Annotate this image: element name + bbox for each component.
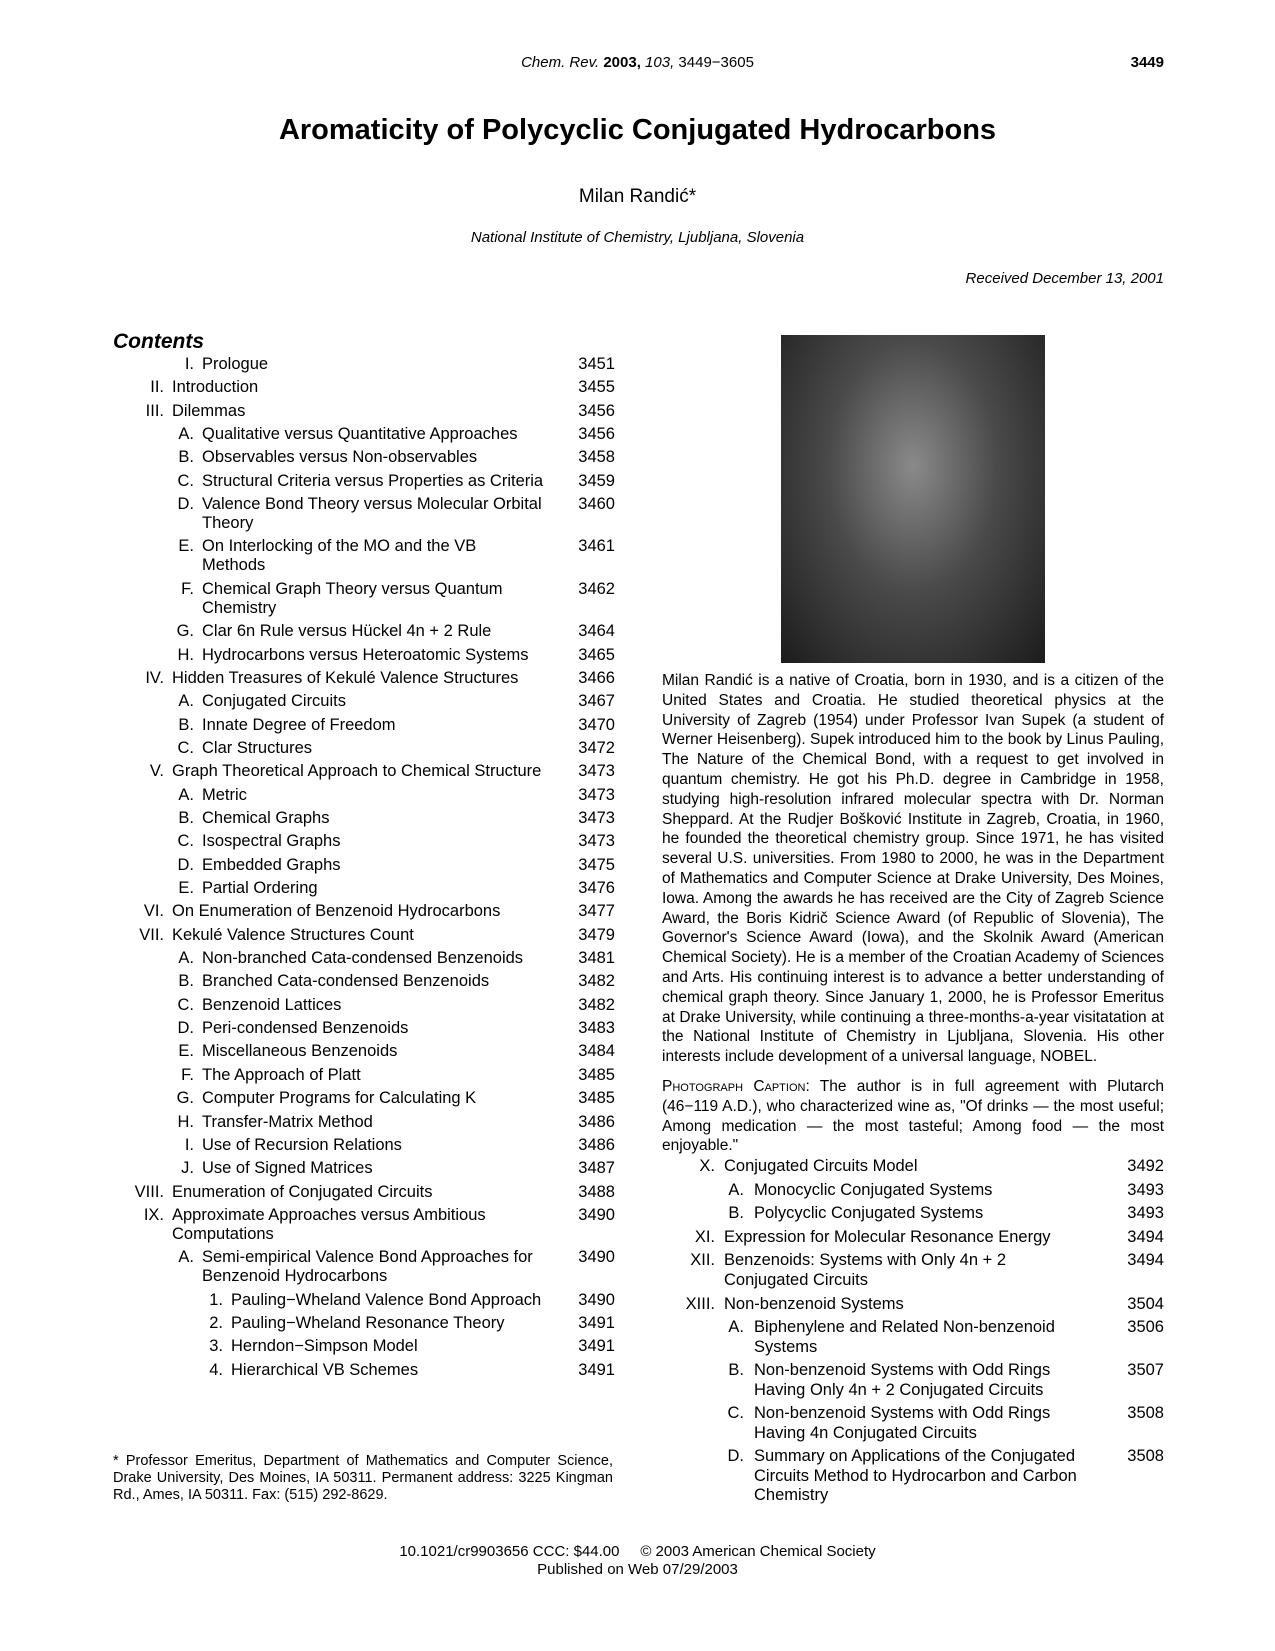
- toc-entry-page: 3491: [578, 1313, 615, 1332]
- toc-entry-title: Metric: [202, 785, 247, 804]
- toc-entry-title: Innate Degree of Freedom: [202, 715, 396, 734]
- article-title: Aromaticity of Polycyclic Conjugated Hydrocarbons: [278, 114, 997, 146]
- toc-entry-number: V.: [149, 762, 164, 781]
- toc-entry-number: B.: [728, 1361, 744, 1380]
- toc-entry-number: 4.: [209, 1360, 223, 1379]
- toc-entry-title: Conjugated Circuits: [202, 692, 346, 711]
- toc-entry-number: D.: [177, 855, 194, 874]
- toc-entry-page: 3485: [578, 1089, 615, 1108]
- toc-entry-number: E.: [178, 537, 194, 556]
- toc-entry-title: Chemical Graph Theory versus Quantum: [202, 579, 503, 598]
- toc-entry-number: A.: [728, 1180, 744, 1199]
- toc-entry-page: 3491: [578, 1337, 615, 1356]
- toc-entry-page: 3490: [578, 1248, 615, 1267]
- toc-entry-page: 3493: [1127, 1204, 1164, 1223]
- toc-entry-number: 2.: [209, 1313, 223, 1332]
- toc-entry-title: Hidden Treasures of Kekulé Valence Structures: [172, 668, 519, 687]
- toc-entry-title: Chemistry: [202, 598, 277, 617]
- journal-year: 2003,: [603, 54, 641, 71]
- toc-entry-title: Structural Criteria versus Properties as Criteria: [202, 471, 544, 490]
- toc-entry-number: A.: [178, 425, 194, 444]
- toc-entry-page: 3485: [578, 1065, 615, 1084]
- toc-entry-number: H.: [177, 1112, 194, 1131]
- toc-entry-number: III.: [145, 401, 164, 420]
- toc-entry-number: B.: [178, 715, 194, 734]
- toc-entry-title: Having 4n Conjugated Circuits: [754, 1423, 977, 1442]
- toc-entry-number: IX.: [143, 1205, 164, 1224]
- toc-entry-title: Circuits Method to Hydrocarbon and Carbon: [754, 1466, 1077, 1485]
- contents-heading: Contents: [113, 330, 204, 353]
- toc-entry-page: 3464: [578, 622, 615, 641]
- toc-entry-title: Chemistry: [754, 1486, 829, 1505]
- doi-copyright: 10.1021/cr9903656 CCC: $44.00 © 2003 American Chemical Society: [399, 1543, 876, 1560]
- toc-entry-page: 3486: [578, 1112, 615, 1131]
- toc-entry-page: 3481: [578, 949, 615, 968]
- toc-entry-title: Non-branched Cata-condensed Benzenoids: [202, 949, 524, 968]
- toc-entry-number: I.: [184, 1135, 194, 1154]
- toc-entry-title: Use of Signed Matrices: [202, 1159, 373, 1178]
- toc-entry-title: Introduction: [172, 378, 259, 397]
- toc-entry-title: Clar Structures: [202, 738, 313, 757]
- toc-entry-title: Hydrocarbons versus Heteroatomic Systems: [202, 645, 529, 664]
- journal-volume: 103,: [645, 54, 675, 71]
- toc-entry-page: 3476: [578, 879, 615, 897]
- toc-entry-title: Kekulé Valence Structures Count: [172, 925, 414, 944]
- author-name: Milan Randić*: [578, 186, 697, 207]
- toc-entry-page: 3493: [1127, 1180, 1164, 1199]
- toc-entry-page: 3473: [578, 785, 615, 804]
- publication-date: Published on Web 07/29/2003: [537, 1561, 738, 1578]
- toc-entry-page: 3458: [578, 448, 615, 467]
- toc-entry-number: XII.: [690, 1251, 715, 1270]
- toc-entry-title: Pauling−Wheland Resonance Theory: [231, 1313, 505, 1332]
- toc-entry-number: J.: [181, 1159, 194, 1178]
- toc-entry-number: B.: [728, 1204, 744, 1223]
- toc-entry-title: Non-benzenoid Systems: [724, 1294, 904, 1313]
- toc-entry-number: C.: [177, 471, 194, 490]
- toc-entry-number: E.: [178, 1042, 194, 1061]
- toc-entry-title: Systems: [754, 1337, 818, 1356]
- toc-entry-page: 3456: [578, 425, 615, 444]
- toc-entry-title: Prologue: [202, 355, 269, 373]
- toc-entry-page: 3490: [578, 1290, 615, 1309]
- toc-entry-title: Benzenoid Hydrocarbons: [202, 1267, 388, 1286]
- toc-right-column: [662, 1157, 1164, 1537]
- toc-entry-title: Partial Ordering: [202, 879, 318, 897]
- toc-entry-title: Pauling−Wheland Valence Bond Approach: [231, 1290, 542, 1309]
- toc-entry-title: The Approach of Platt: [202, 1065, 361, 1084]
- toc-entry-title: Clar 6n Rule versus Hückel 4n + 2 Rule: [202, 622, 492, 641]
- journal-citation: [0, 54, 1275, 71]
- toc-entry-page: 3473: [578, 762, 615, 781]
- toc-entry-title: On Interlocking of the MO and the VB: [202, 537, 477, 556]
- toc-entry-number: D.: [727, 1447, 744, 1466]
- toc-entry-number: H.: [177, 645, 194, 664]
- toc-entry-page: 3504: [1127, 1294, 1164, 1313]
- toc-entry-title: Polycyclic Conjugated Systems: [754, 1204, 984, 1223]
- toc-entry-page: 3507: [1127, 1361, 1164, 1380]
- page-number: 3449: [1130, 54, 1164, 71]
- toc-entry-number: IV.: [145, 668, 164, 687]
- toc-entry-number: VII.: [139, 925, 164, 944]
- caption-text: The author is in full agreement with Plutarch (46−119 A.D.), who characterized wine as, "Of drinks — the most useful; Among medication — the most tasteful; Among food — the most enjoyable.": [662, 1078, 1164, 1155]
- toc-entry-page: 3461: [578, 537, 615, 556]
- toc-left-column: [113, 355, 615, 1435]
- toc-entry-title: Having Only 4n + 2 Conjugated Circuits: [754, 1380, 1044, 1399]
- toc-entry-page: 3466: [578, 668, 615, 687]
- toc-entry-title: Valence Bond Theory versus Molecular Orbital: [202, 495, 542, 514]
- toc-entry-number: A.: [178, 785, 194, 804]
- toc-entry-page: 3477: [578, 902, 615, 921]
- toc-entry-number: D.: [177, 495, 194, 514]
- toc-entry-number: B.: [178, 808, 194, 827]
- toc-entry-page: 3470: [578, 715, 615, 734]
- toc-entry-title: Conjugated Circuits Model: [724, 1157, 918, 1175]
- author-footnote: * Professor Emeritus, Department of Mathematics and Computer Science, Drake University, Des Moines, IA 50311. Permanent address: 3225 Kingman Rd., Ames, IA 50311. Fax: (515) 292-8629.: [113, 1453, 613, 1503]
- toc-entry-page: 3506: [1127, 1318, 1164, 1337]
- toc-entry-title: Non-benzenoid Systems with Odd Rings: [754, 1404, 1051, 1423]
- toc-entry-title: Biphenylene and Related Non-benzenoid: [754, 1318, 1055, 1337]
- toc-entry-page: 3473: [578, 808, 615, 827]
- journal-pages: 3449−3605: [678, 54, 754, 71]
- toc-entry-title: Observables versus Non-observables: [202, 448, 478, 467]
- affiliation: National Institute of Chemistry, Ljubljana, Slovenia: [470, 229, 805, 246]
- journal-name: Chem. Rev.: [521, 54, 600, 71]
- toc-entry-title: Transfer-Matrix Method: [202, 1112, 373, 1131]
- toc-entry-title: Computer Programs for Calculating K: [202, 1089, 477, 1108]
- toc-entry-title: Monocyclic Conjugated Systems: [754, 1180, 993, 1199]
- toc-entry-title: Graph Theoretical Approach to Chemical Structure: [172, 762, 542, 781]
- toc-entry-number: E.: [178, 879, 194, 897]
- toc-entry-number: F.: [181, 579, 194, 598]
- toc-entry-title: Embedded Graphs: [202, 855, 341, 874]
- toc-entry-title: Semi-empirical Valence Bond Approaches for: [202, 1248, 533, 1267]
- toc-entry-title: Approximate Approaches versus Ambitious: [172, 1205, 486, 1224]
- toc-entry-page: 3508: [1127, 1447, 1164, 1466]
- toc-entry-page: 3465: [578, 645, 615, 664]
- toc-entry-number: 3.: [209, 1337, 223, 1356]
- toc-entry-page: 3456: [578, 401, 615, 420]
- toc-entry-title: Summary on Applications of the Conjugated: [754, 1447, 1076, 1466]
- toc-entry-number: II.: [150, 378, 164, 397]
- toc-entry-page: 3475: [578, 855, 615, 874]
- toc-entry-title: On Enumeration of Benzenoid Hydrocarbons: [172, 902, 501, 921]
- toc-entry-title: Conjugated Circuits: [724, 1270, 868, 1289]
- toc-entry-number: I.: [184, 355, 194, 373]
- toc-entry-number: C.: [177, 738, 194, 757]
- toc-entry-number: C.: [177, 995, 194, 1014]
- toc-entry-title: Expression for Molecular Resonance Energy: [724, 1227, 1051, 1246]
- toc-entry-title: Benzenoid Lattices: [202, 995, 342, 1014]
- toc-entry-page: 3482: [578, 995, 615, 1014]
- toc-entry-number: B.: [178, 448, 194, 467]
- toc-entry-page: 3459: [578, 471, 615, 490]
- toc-entry-title: Computations: [172, 1224, 274, 1243]
- toc-entry-page: 3491: [578, 1360, 615, 1379]
- toc-entry-number: VI.: [143, 902, 164, 921]
- toc-entry-number: C.: [727, 1404, 744, 1423]
- received-date: Received December 13, 2001: [965, 270, 1164, 287]
- toc-entry-title: Isospectral Graphs: [202, 832, 341, 851]
- toc-entry-number: XIII.: [685, 1294, 715, 1313]
- toc-entry-number: D.: [177, 1019, 194, 1038]
- toc-entry-title: Benzenoids: Systems with Only 4n + 2: [724, 1251, 1007, 1270]
- toc-entry-page: 3492: [1127, 1157, 1164, 1175]
- toc-entry-page: 3482: [578, 972, 615, 991]
- toc-entry-title: Peri-condensed Benzenoids: [202, 1019, 409, 1038]
- toc-entry-title: Chemical Graphs: [202, 808, 330, 827]
- toc-entry-title: Non-benzenoid Systems with Odd Rings: [754, 1361, 1051, 1380]
- author-biography: Milan Randić is a native of Croatia, born in 1930, and is a citizen of the United States and Croatia. He studied theoretical physics at the University of Zagreb (1954) under Professor Ivan Supek (a student of Werner Heisenberg). Supek introduced him to the book by Linus Pauling, The Nature of the Chemical Bond, with a request to get involved in quantum chemistry. He got his Ph.D. degree in Cambridge in 1958, studying high-resolution infrared molecular spectra with Dr. Norman Sheppard. At the Rudjer Bošković Institute in Zagreb, Croatia, in 1960, he founded the theoretical chemistry group. Since 1971, he has visited several U.S. universities. From 1980 to 2000, he was in the Department of Mathematics and Computer Science at Drake University, Des Moines, Iowa. Among the awards he has received are the City of Zagreb Science Award, the Boris Kidrič Science Award (of Republic of Slovenia), The Governor's Science Award (Iowa), and the Skolnik Award (American Chemical Society). He is a member of the Croatian Academy of Sciences and Arts. His continuing interest is to advance a better understanding of chemical graph theory. Since January 1, 2000, he is Professor Emeritus at Drake University, while continuing a three-months-a-year visitatation at the National Institute of Chemistry in Ljubljana, Slovenia. His other interests include development of a universal language, NOBEL.: [662, 672, 1164, 1066]
- toc-entry-number: XI.: [694, 1227, 715, 1246]
- toc-entry-number: B.: [178, 972, 194, 991]
- toc-entry-number: G.: [176, 1089, 194, 1108]
- toc-entry-title: Branched Cata-condensed Benzenoids: [202, 972, 490, 991]
- author-photo: [781, 335, 1045, 663]
- toc-entry-page: 3494: [1127, 1227, 1164, 1246]
- toc-entry-number: A.: [728, 1318, 744, 1337]
- toc-entry-number: A.: [178, 949, 194, 968]
- toc-entry-page: 3483: [578, 1019, 615, 1038]
- toc-entry-title: Methods: [202, 556, 266, 575]
- toc-entry-page: 3462: [578, 579, 615, 598]
- toc-entry-number: 1.: [209, 1290, 223, 1309]
- toc-entry-page: 3486: [578, 1135, 615, 1154]
- toc-entry-number: C.: [177, 832, 194, 851]
- photo-caption: [662, 1077, 1164, 1156]
- toc-entry-title: Herndon−Simpson Model: [231, 1337, 418, 1356]
- toc-entry-number: VIII.: [134, 1182, 164, 1201]
- toc-entry-page: 3472: [578, 738, 615, 757]
- toc-entry-number: A.: [178, 692, 194, 711]
- toc-entry-page: 3487: [578, 1159, 615, 1178]
- toc-entry-title: Miscellaneous Benzenoids: [202, 1042, 398, 1061]
- toc-entry-page: 3473: [578, 832, 615, 851]
- toc-entry-page: 3484: [578, 1042, 615, 1061]
- toc-entry-page: 3451: [578, 355, 615, 373]
- toc-entry-page: 3479: [578, 925, 615, 944]
- toc-entry-title: Dilemmas: [172, 401, 246, 420]
- toc-entry-page: 3508: [1127, 1404, 1164, 1423]
- toc-entry-number: G.: [176, 622, 194, 641]
- toc-entry-page: 3467: [578, 692, 615, 711]
- toc-entry-number: A.: [178, 1248, 194, 1267]
- caption-label: Photograph Caption:: [662, 1078, 810, 1095]
- toc-entry-title: Theory: [202, 514, 254, 533]
- toc-entry-page: 3488: [578, 1182, 615, 1201]
- toc-entry-title: Enumeration of Conjugated Circuits: [172, 1182, 433, 1201]
- toc-entry-number: X.: [699, 1157, 715, 1175]
- toc-entry-page: 3494: [1127, 1251, 1164, 1270]
- toc-entry-title: Qualitative versus Quantitative Approaches: [202, 425, 518, 444]
- toc-entry-number: F.: [181, 1065, 194, 1084]
- toc-entry-page: 3490: [578, 1205, 615, 1224]
- toc-entry-page: 3455: [578, 378, 615, 397]
- toc-entry-page: 3460: [578, 495, 615, 514]
- toc-entry-title: Use of Recursion Relations: [202, 1135, 402, 1154]
- toc-entry-title: Hierarchical VB Schemes: [231, 1360, 419, 1379]
